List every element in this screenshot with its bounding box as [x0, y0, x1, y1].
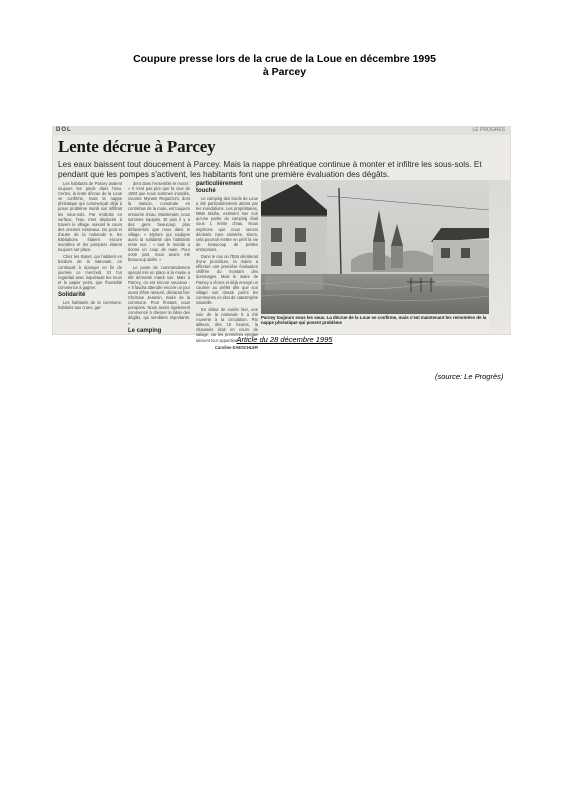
article-date-caption: Article du 28 décembre 1995 — [236, 335, 333, 344]
column-paragraph: Les habitants de Parcey avaient toujours les pieds dans l'eau. Certes, la lente décrue de la Loue se confirme, mais la nappe phréatique qui commençait déjà à poser problème mardi soir infiltrait les sous-sols. Par endroits en surface, l'eau s'est déplacée à travers le village, suivant le cours des anciens ruisseaux. Du pont et d'autre de la nationale 5, les habitations étaient encore inondées et les pompiers étaient toujours sur place. — [58, 181, 122, 253]
flood-photo — [261, 180, 489, 314]
subheading-touche: particulièrement touché — [196, 181, 243, 194]
subheading-camping: Le camping — [128, 327, 162, 334]
column-paragraph: Chez les Banet, qui habitent en bordure de la nationale, on continuait à éponger en fin de journée ce mercredi. Et l'on regardait avec inquiétude les murs et le papier peint, que l'humidité commence à gagner. — [58, 254, 122, 290]
photo-caption: Parcey toujours sous les eaux. La décrue de la Loue se confirme, mais c'est maintenant les remontées de la nappe phréatique qui posent problème — [261, 315, 487, 326]
clipping-masthead-text: LE PROGRÈS — [472, 127, 505, 133]
column-paragraph: Le camping des bords de Loue a été particulièrement atteint par les inondations. Les propriétaires, MMe Maihe, estiment hier soir qu'une partie du camping était sous 1 mètre d'eau. Nous espérons que nous serons déclarés zone sinistrée. Sinon, cela pourrait mettre en péril la vie de beaucoup de petites entreprises. — [196, 196, 258, 252]
article-column-1 — [58, 181, 122, 333]
clipping-top-strip — [52, 126, 511, 135]
article-byline: Caroline DAESCHLER — [215, 344, 258, 350]
column-paragraph: Les habitants de la commune, habitués aux crues, gar- — [58, 299, 122, 311]
column-paragraph: Le poste de commandement spécial mis en place à la mairie a été démonté mardi soir. Mais à Parcey, on est encore soucieux : « Il faudra attendre encore un jour avant d'être rassuré, déclarait hier Christine Jeannin, maire de la commune. Pour l'instant, nous pompons. Nous avons également commencé à dresser le bilan des dégâts, qui semblent importants. » — [128, 264, 190, 326]
clipping-side-column — [489, 180, 511, 330]
column-paragraph: En début de soirée hier, une voie de la nationale 5 a été rouverte à la circulation. Par ailleurs, dès 19 heures, la chaussée était en cours de salage, car les premières verglas laissent tour apparition. — [196, 306, 258, 343]
page-title-line-2: à Parcey — [262, 66, 307, 78]
column-paragraph: dent dans l'ensemble le moral : « Il n'est pas pire que la crue de 1983 que nous sommes inondés, raconte Myriam Regazzoni, dont la maison, construite en contrebas de la route, est toujours entourée d'eau. Maintenant, nous sommes équipés. Et puis il y a des gens beaucoup plus défavorisés que nous dans le village. » Myriam qui souligne aussi la solidarité des habitants entre eux : « tout le monde a donné un coup de main. Pour notre part, nous avons été beaucoup aidés. » — [128, 181, 190, 263]
column-paragraph: Dans le cas où l'Etat déciderait d'une procédure, la mairie a effectué une première évaluation chiffrée du montant des dommages. Mais le maire de Parcey a d'ores et déjà envoyé un courrier au préfet afin que son village soit classé parmi les communes en état de catastrophe naturelle. — [196, 254, 258, 305]
source-note: (source: Le Progrès) — [435, 372, 504, 381]
article-lede: Les eaux baissent tout doucement à Parcey. Mais la nappe phréatique continue à monter et infiltre les sous-sols. Et pendant que les pompes s'activent, les habitants font une première évaluation des dégâts. — [58, 159, 482, 179]
subheading-solidarite: Solidarité — [58, 291, 86, 298]
article-column-3 — [196, 181, 258, 350]
clipping-corner-mark: DOL — [56, 127, 72, 133]
page-title-line-1: Coupure presse lors de la crue de la Loue en décembre 1995 — [133, 53, 436, 65]
article-headline: Lente décrue à Parcey — [58, 137, 216, 156]
page-title — [0, 53, 569, 79]
article-column-2 — [128, 181, 190, 333]
